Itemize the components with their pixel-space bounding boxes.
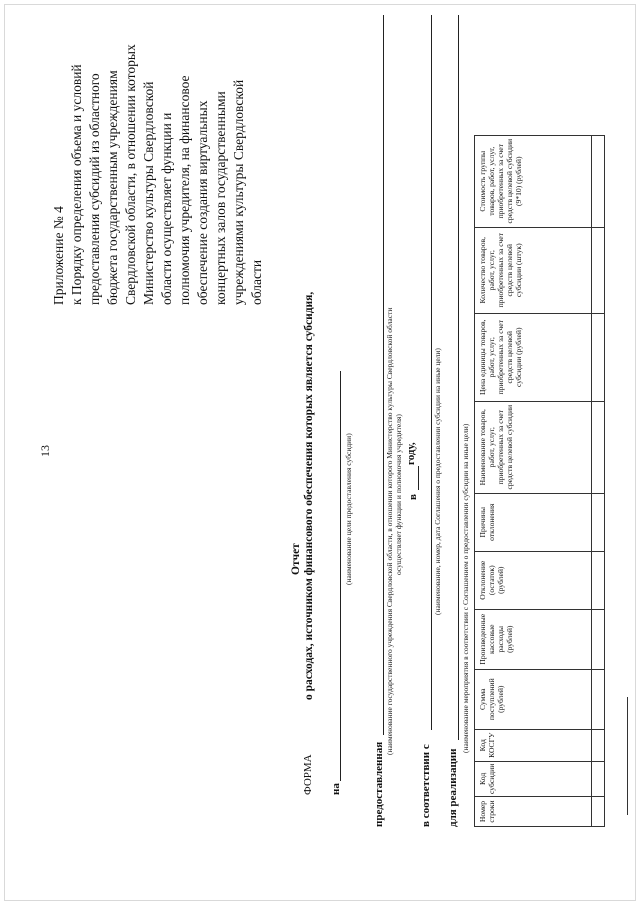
col-header: Стоимость группы товаров, работ, услуг, приобретенных за счет средств целевой субсидии (9*10) (рублей) <box>475 135 592 227</box>
col-header: Отклонение (остаток) (рублей) <box>475 551 592 609</box>
table-row <box>592 135 605 826</box>
caption-purpose: (наименование цели предоставления субсидии) <box>344 433 353 585</box>
label-accordance: в соответствии с <box>420 744 432 827</box>
annex-line: полномочия учредителя, на финансовое <box>177 75 192 305</box>
caption-institution-2: осуществляет функции и полномочия учредителя) <box>394 414 403 575</box>
annex-line: учреждениями культуры Свердловской <box>231 79 246 305</box>
col-header: Цена единицы товаров, работ, услуг, приобретенных за счет средств целевой субсидии (рублей) <box>475 313 592 401</box>
label-year: году, <box>405 442 417 465</box>
report-title: Отчет <box>290 543 302 575</box>
annex-line: области <box>249 259 264 305</box>
year-line <box>418 466 419 490</box>
col-header: Номер строки <box>475 797 592 827</box>
col-header: Произведенные кассовые расходы (рублей) <box>475 609 592 669</box>
col-header: Код КОСГУ <box>475 729 592 761</box>
label-v: в <box>407 494 419 500</box>
event-line <box>458 15 459 740</box>
annex-line: обеспечение создания виртуальных <box>195 100 210 305</box>
annex-line: Министерство культуры Свердловской <box>141 81 156 305</box>
annex-block <box>50 25 266 305</box>
label-provided: предоставленная <box>373 741 385 827</box>
report-table <box>474 135 605 827</box>
col-header: Код субсидии <box>475 761 592 796</box>
page-number: 13 <box>38 445 52 457</box>
annex-line: концертных залов государственными <box>213 91 228 305</box>
col-header: Сумма поступлений (рублей) <box>475 669 592 729</box>
form-label: ФОРМА <box>302 754 314 795</box>
purpose-line <box>340 371 341 781</box>
col-header: Количество товаров, работ, услуг, приобретенных за счет средств целевой субсидии (штук) <box>475 227 592 313</box>
caption-agreement: (наименование, номер, дата Соглашения о предоставлении субсидии на иные цели) <box>433 348 442 615</box>
report-subtitle: о расходах, источником финансового обеспечения которых является субсидия, <box>303 291 315 700</box>
annex-line: Свердловской области, в отношении которых <box>123 44 138 305</box>
label-for-realization: для реализации <box>447 748 459 827</box>
agreement-line <box>431 15 432 730</box>
col-header: Причины отклонения <box>475 493 592 551</box>
institution-line <box>383 15 384 735</box>
annex-line: предоставления субсидий из областного <box>87 73 102 305</box>
annex-line: к Порядку определения объема и условий <box>69 64 84 305</box>
label-na: на <box>330 783 342 795</box>
table-header-row <box>475 135 592 826</box>
caption-institution-1: (наименование государственного учреждения Свердловской области, в отношении которого Министерство культуры Свердловской области <box>385 307 394 755</box>
annex-line: Приложение № 4 <box>51 206 66 305</box>
annex-line: области осуществляет функции и <box>159 112 174 305</box>
annex-line: бюджета государственным учреждениям <box>105 70 120 305</box>
footer-rule <box>627 697 628 815</box>
col-header: Наименование товаров, работ, услуг, приобретенных за счет средств целевой субсидии <box>475 401 592 493</box>
caption-event: (наименование мероприятия в соответствии с Соглашением о предоставлении субсидии на иные цели) <box>461 423 470 753</box>
